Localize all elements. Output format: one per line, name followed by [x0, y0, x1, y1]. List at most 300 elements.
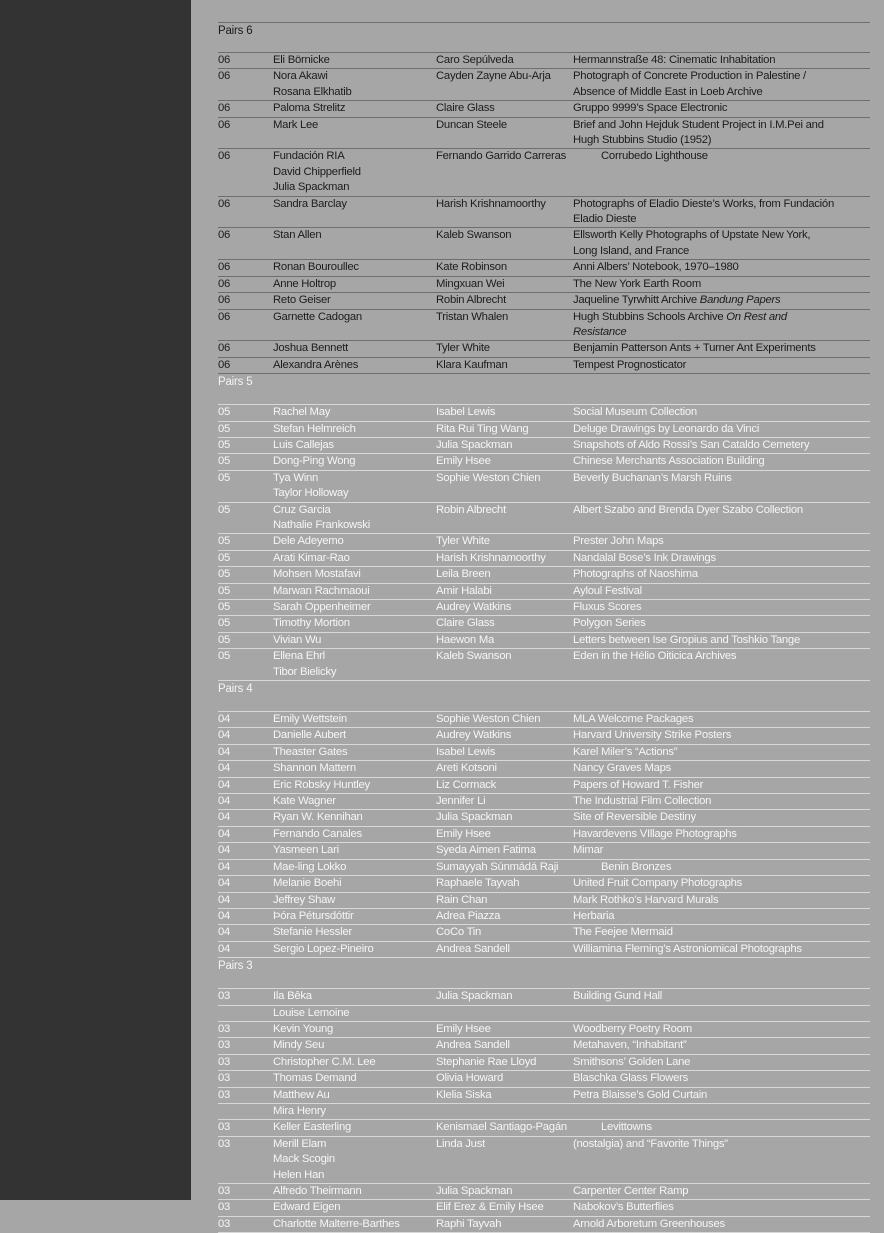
participant-names — [273, 794, 436, 809]
researcher-name: Leila Breen — [436, 568, 491, 581]
researcher-name: Kaleb Swanson — [436, 229, 512, 242]
pair-number: 03 — [218, 1039, 231, 1052]
participant-name: Nathalie Frankowski — [273, 518, 370, 531]
pair-number: 03 — [218, 990, 231, 1003]
project-title-line: Eladio Dieste — [573, 213, 637, 226]
participant-name: David Chipperfield — [273, 165, 361, 178]
table-row — [218, 1054, 870, 1070]
participant-names — [273, 942, 436, 957]
project-title-line: MLA Welcome Packages — [573, 713, 694, 726]
researcher-name: Harish Krishnamoorthy — [436, 197, 546, 210]
participant-names — [273, 1217, 436, 1232]
participant-name: Cruz Garcia — [273, 503, 331, 516]
pair-number: 04 — [218, 926, 231, 939]
pair-number: 06 — [218, 310, 231, 323]
participant-names — [273, 118, 436, 149]
participant-names — [273, 860, 436, 875]
researcher-name: Fernando Garrido Carreras — [436, 150, 566, 163]
table-row — [218, 941, 870, 958]
researcher-name: Audrey Watkins — [436, 729, 512, 742]
table-row — [218, 566, 870, 582]
researcher-name: Caro Sepúlveda — [436, 54, 514, 66]
pair-number: 04 — [218, 827, 231, 840]
project-title — [573, 567, 870, 582]
participant-name: Alexandra Arènes — [273, 358, 359, 371]
project-title-line: Beverly Buchanan’s Marsh Ruins — [573, 471, 732, 484]
participant-name: Jeffrey Shaw — [273, 893, 336, 906]
section-title: Pairs 3 — [218, 960, 253, 973]
project-title-line: Brief and John Hejduk Student Project in I.M.Pei and — [573, 118, 824, 131]
project-title — [573, 761, 870, 776]
researcher-name: Sophie Weston Chien — [436, 471, 541, 484]
project-title — [573, 454, 870, 469]
project-title — [573, 876, 870, 891]
project-title-line: (nostalgia) and “Favorite Things” — [573, 1137, 728, 1150]
project-title-line: Arnold Arboretum Greenhouses — [573, 1217, 725, 1230]
project-title-italic: Bandung Papers — [699, 294, 781, 307]
participant-name: Þóra Pétursdóttir — [273, 909, 354, 922]
participant-name: Dele Adeyemo — [273, 535, 344, 548]
participant-name: Edward Eigen — [273, 1201, 341, 1214]
pair-number: 04 — [218, 811, 231, 824]
researcher-name: Tristan Whalen — [436, 310, 509, 323]
participant-names — [273, 438, 436, 453]
project-title — [573, 1006, 870, 1021]
participant-name: Emily Wettstein — [273, 713, 347, 726]
researcher-name: Harish Krishnamoorthy — [436, 551, 546, 564]
researcher-name: Julia Spackman — [436, 811, 513, 824]
participant-name: Christopher C.M. Lee — [273, 1055, 376, 1068]
participant-name: Matthew Au — [273, 1088, 330, 1101]
pair-number: 05 — [218, 584, 231, 597]
table-row — [218, 1136, 870, 1183]
participant-name: Paloma Strelitz — [273, 102, 346, 115]
project-title — [573, 228, 870, 259]
project-title — [573, 827, 870, 842]
table-row — [218, 859, 870, 875]
researcher-name: Olivia Howard — [436, 1072, 504, 1085]
project-title — [573, 1217, 870, 1232]
table-row — [218, 744, 870, 760]
project-title — [573, 1137, 870, 1183]
participant-name: Mae-ling Lokko — [273, 860, 347, 873]
participant-name: Kate Wagner — [273, 795, 336, 808]
researcher-name — [436, 1104, 573, 1119]
researcher-name: Haewon Ma — [436, 633, 495, 646]
project-title — [573, 616, 870, 631]
table-row — [218, 988, 870, 1004]
table-row — [218, 599, 870, 615]
table-row — [218, 117, 870, 149]
participant-names — [273, 101, 436, 116]
project-title — [573, 293, 870, 308]
table-row — [218, 777, 870, 793]
project-title — [573, 310, 870, 341]
table-row — [218, 550, 870, 566]
project-title-line: Woodberry Poetry Room — [573, 1022, 692, 1035]
participant-names — [273, 761, 436, 776]
project-title-line: Harvard University Strike Posters — [573, 729, 732, 742]
table-row — [218, 52, 870, 68]
project-title — [573, 1088, 870, 1103]
pair-number: 03 — [218, 1055, 231, 1068]
participant-name: Merill Elam — [273, 1137, 327, 1150]
pair-number: 06 — [218, 150, 231, 163]
project-title-line: The Feejee Mermaid — [573, 926, 673, 939]
participant-name: Luis Callejas — [273, 438, 334, 451]
participant-name: Mindy Seu — [273, 1039, 325, 1052]
table-row — [218, 1021, 870, 1037]
participant-name: Charlotte Malterre-Barthes — [273, 1217, 400, 1230]
researcher-name: Audrey Watkins — [436, 601, 512, 613]
researcher-name: Klara Kaufman — [436, 358, 508, 371]
table-row — [218, 453, 870, 469]
book-spine-panel — [0, 0, 191, 1200]
participant-name: Joshua Bennett — [273, 342, 349, 355]
researcher-name: Areti Kotsoni — [436, 762, 497, 775]
pair-number: 04 — [218, 729, 231, 742]
table-row — [218, 292, 870, 308]
researcher-name: Tyler White — [436, 342, 490, 355]
project-title — [573, 69, 870, 100]
researcher-name: Klelia Siska — [436, 1088, 492, 1101]
project-title — [573, 1022, 870, 1037]
researcher-name: Kate Robinson — [436, 261, 507, 274]
pair-number: 04 — [218, 893, 231, 906]
project-title — [573, 101, 870, 116]
project-title — [573, 584, 870, 599]
participant-names — [273, 69, 436, 100]
pair-number: 06 — [218, 118, 231, 131]
project-title-italic: Resistance — [573, 325, 627, 338]
table-row — [218, 533, 870, 549]
participant-names — [273, 503, 436, 534]
table-row — [218, 583, 870, 599]
participant-names — [273, 260, 436, 275]
table-row — [218, 1037, 870, 1053]
project-title-line: Levittowns — [601, 1121, 652, 1134]
project-title-line: Hermannstraße 48: Cinematic Inhabitation — [573, 54, 776, 66]
project-title-line: Carpenter Center Ramp — [573, 1185, 689, 1197]
table-row — [218, 875, 870, 891]
researcher-name: Andrea Sandell — [436, 1039, 510, 1052]
pairs-section — [218, 681, 870, 958]
participant-names — [273, 1022, 436, 1037]
project-title — [573, 925, 870, 940]
pair-number: 06 — [218, 70, 231, 83]
researcher-name: Mingxuan Wei — [436, 277, 505, 290]
pair-number: 03 — [218, 1217, 231, 1230]
participant-names — [273, 745, 436, 760]
project-title-line: Havardevens VIllage Photographs — [573, 827, 737, 840]
participant-names — [273, 712, 436, 727]
pair-number: 06 — [218, 197, 231, 210]
pair-number: 04 — [218, 860, 231, 873]
researcher-name: Tyler White — [436, 535, 490, 548]
project-title-line: Benin Bronzes — [601, 860, 672, 873]
participant-name: Arati Kimar-Rao — [273, 551, 350, 564]
table-row — [218, 1087, 870, 1103]
table-row — [218, 908, 870, 924]
participant-names — [273, 1137, 436, 1183]
table-row — [218, 924, 870, 940]
participant-name: Louise Lemoine — [273, 1006, 350, 1019]
table-row — [218, 793, 870, 809]
researcher-name: Emily Hsee — [436, 455, 491, 468]
participant-name: Stan Allen — [273, 229, 322, 242]
project-title-line: Mimar — [573, 844, 604, 857]
pair-number: 06 — [218, 342, 231, 355]
project-title-line: Gruppo 9999’s Space Electronic — [573, 102, 728, 115]
project-title — [573, 745, 870, 760]
project-title — [573, 503, 870, 534]
project-title-line: Long Island, and France — [573, 244, 690, 257]
pair-number: 05 — [218, 503, 231, 516]
participant-name: Ila Bêka — [273, 990, 312, 1003]
table-row — [218, 148, 870, 195]
participant-names — [273, 633, 436, 648]
researcher-name: Robin Albrecht — [436, 503, 506, 516]
participant-name: Nora Akawi — [273, 70, 328, 83]
pairs-section — [218, 22, 870, 374]
participant-name: Stefanie Hessler — [273, 926, 352, 939]
project-title-line: Papers of Howard T. Fisher — [573, 778, 704, 791]
researcher-name: Jennifer Li — [436, 795, 486, 808]
participant-names — [273, 876, 436, 891]
participant-names — [273, 567, 436, 582]
researcher-name: Rita Rui Ting Wang — [436, 422, 529, 435]
participant-names — [273, 925, 436, 940]
participant-name: Dong-Ping Wong — [273, 455, 356, 468]
pair-number: 03 — [218, 1121, 231, 1134]
project-title — [573, 909, 870, 924]
pair-number: 03 — [218, 1072, 231, 1085]
project-title — [573, 860, 870, 875]
researcher-name: Cayden Zayne Abu-Arja — [436, 70, 551, 83]
researcher-name: Robin Albrecht — [436, 294, 506, 307]
participant-name: Ronan Bouroullec — [273, 261, 359, 274]
researcher-name: Claire Glass — [436, 102, 495, 115]
pair-number: 06 — [218, 54, 231, 66]
participant-name: Yasmeen Lari — [273, 844, 339, 857]
participant-names — [273, 422, 436, 437]
participant-names — [273, 728, 436, 743]
participant-name: Melanie Boehi — [273, 877, 342, 890]
participant-name: Sergio Lopez-Pineiro — [273, 942, 374, 955]
researcher-name: Kenismael Santiago-Pagán — [436, 1121, 567, 1134]
participant-names — [273, 989, 436, 1004]
table-row — [218, 100, 870, 116]
project-title-line: Hugh Stubbins Studio (1952) — [573, 134, 712, 147]
project-title-line: Smithsons’ Golden Lane — [573, 1055, 691, 1068]
table-row — [218, 615, 870, 631]
table-row — [218, 357, 870, 374]
table-row — [218, 727, 870, 743]
participant-names — [273, 616, 436, 631]
participant-name: Mohsen Mostafavi — [273, 568, 361, 581]
pair-number: 04 — [218, 778, 231, 791]
pair-number: 06 — [218, 277, 231, 290]
project-title — [573, 405, 870, 420]
project-title-line: Photograph of Concrete Production in Palestine / — [573, 70, 806, 83]
project-title-line: Tempest Prognosticator — [573, 358, 687, 371]
table-row — [218, 1103, 870, 1119]
researcher-name: CoCo Tin — [436, 926, 482, 939]
participant-name: Sarah Oppenheimer — [273, 601, 371, 613]
researcher-name: Stephanie Rae Lloyd — [436, 1055, 537, 1068]
table-row — [218, 421, 870, 437]
table-row — [218, 809, 870, 825]
project-title-line: Prester John Maps — [573, 535, 664, 548]
researcher-name: Adrea Piazza — [436, 909, 501, 922]
participant-names — [273, 310, 436, 341]
project-title — [573, 53, 870, 68]
participant-name: Thomas Demand — [273, 1072, 357, 1085]
pair-number: 03 — [218, 1201, 231, 1214]
participant-names — [273, 277, 436, 292]
project-title — [573, 778, 870, 793]
project-title — [573, 471, 870, 502]
project-title — [573, 1104, 870, 1119]
project-title-line: Letters between Ise Gropius and Toshkio Tange — [573, 633, 800, 646]
participant-names — [273, 149, 436, 195]
participant-name: Sandra Barclay — [273, 197, 347, 210]
project-title-line: Social Museum Collection — [573, 406, 697, 419]
participant-names — [273, 1184, 436, 1199]
pair-number: 05 — [218, 422, 231, 435]
pair-number: 05 — [218, 438, 231, 451]
pair-number: 04 — [218, 844, 231, 857]
pair-number: 04 — [218, 795, 231, 808]
project-title — [573, 633, 870, 648]
project-title — [573, 989, 870, 1004]
pair-number: 05 — [218, 617, 231, 630]
participant-names — [273, 893, 436, 908]
researcher-name: Claire Glass — [436, 617, 495, 630]
researcher-name: Liz Cormack — [436, 778, 497, 791]
project-title-line: Karel Miler’s “Actions” — [573, 745, 678, 758]
project-title-italic: On Rest and — [726, 310, 787, 323]
pairs-section — [218, 374, 870, 681]
project-title — [573, 277, 870, 292]
pair-number: 03 — [218, 1185, 231, 1197]
project-title-line: The Industrial Film Collection — [573, 795, 712, 808]
researcher-name: Julia Spackman — [436, 1185, 513, 1197]
project-title — [573, 649, 870, 680]
participant-name: Shannon Mattern — [273, 762, 356, 775]
participant-names — [273, 293, 436, 308]
project-title-line: Albert Szabo and Brenda Dyer Szabo Collection — [573, 503, 803, 516]
pair-number: 04 — [218, 745, 231, 758]
pair-number: 04 — [218, 713, 231, 726]
participant-names — [273, 471, 436, 502]
project-title — [573, 118, 870, 149]
project-title-line: Ayloul Festival — [573, 584, 642, 597]
project-title — [573, 551, 870, 566]
participant-name: Fundación RIA — [273, 150, 345, 163]
participant-name: Mack Scogin — [273, 1153, 335, 1166]
project-title-line: The New York Earth Room — [573, 277, 701, 290]
project-title-line: Ellsworth Kelly Photographs of Upstate New York, — [573, 229, 811, 242]
table-row — [218, 68, 870, 100]
project-title-line: Corrubedo Lighthouse — [601, 150, 708, 163]
project-title-line: Chinese Merchants Association Building — [573, 455, 765, 468]
participant-names — [273, 584, 436, 599]
participant-names — [273, 53, 436, 68]
project-title-line: Building Gund Hall — [573, 990, 663, 1003]
participant-name: Rachel May — [273, 406, 331, 419]
participant-name: Kevin Young — [273, 1022, 334, 1035]
participant-name: Tya Winn — [273, 471, 319, 484]
pair-number — [218, 1006, 273, 1021]
pair-number: 05 — [218, 650, 231, 663]
project-title-line: Nancy Graves Maps — [573, 762, 672, 775]
pair-number — [218, 1104, 273, 1119]
participant-name: Tibor Bielicky — [273, 665, 337, 678]
table-row — [218, 340, 870, 356]
table-row — [218, 892, 870, 908]
table-row — [218, 1070, 870, 1086]
pair-number: 03 — [218, 1022, 231, 1035]
participant-name: Helen Han — [273, 1168, 325, 1181]
project-title-line: Deluge Drawings by Leonardo da Vinci — [573, 422, 760, 435]
project-title-line: Jaqueline Tyrwhitt Archive Bandung Papers — [573, 294, 781, 307]
participant-names — [273, 405, 436, 420]
participant-names — [273, 1006, 436, 1021]
researcher-name: Elif Erez & Emily Hsee — [436, 1201, 544, 1214]
participant-names — [273, 778, 436, 793]
pair-number: 04 — [218, 877, 231, 890]
project-title — [573, 438, 870, 453]
researcher-name: Julia Spackman — [436, 438, 513, 451]
participant-names — [273, 1055, 436, 1070]
participant-names — [273, 341, 436, 356]
researcher-name: Amir Halabi — [436, 584, 492, 597]
project-title-line: Anni Albers’ Notebook, 1970–1980 — [573, 261, 739, 274]
table-row — [218, 1199, 870, 1215]
project-title — [573, 260, 870, 275]
project-title — [573, 358, 870, 373]
participant-names — [273, 827, 436, 842]
researcher-name: Emily Hsee — [436, 827, 491, 840]
participant-name: Taylor Holloway — [273, 487, 349, 500]
project-title — [573, 341, 870, 356]
table-row — [218, 760, 870, 776]
participant-names — [273, 1088, 436, 1103]
participant-name: Timothy Mortion — [273, 617, 350, 630]
researcher-name: Raphi Tayvah — [436, 1217, 502, 1230]
participant-name: Eric Robsky Huntley — [273, 778, 370, 791]
project-title — [573, 942, 870, 957]
researcher-name: Julia Spackman — [436, 990, 513, 1003]
researcher-name: Linda Just — [436, 1137, 485, 1150]
researcher-name: Sophie Weston Chien — [436, 713, 541, 726]
participant-names — [273, 843, 436, 858]
participant-name: Mira Henry — [273, 1104, 326, 1117]
researcher-name: Isabel Lewis — [436, 406, 496, 419]
participant-names — [273, 358, 436, 373]
pair-number: 05 — [218, 471, 231, 484]
participant-names — [273, 1104, 436, 1119]
participant-name: Vivian Wu — [273, 633, 322, 646]
table-row — [218, 276, 870, 292]
table-row — [218, 1119, 870, 1135]
researcher-name: Syeda Aimen Fatima — [436, 844, 536, 857]
pair-number: 06 — [218, 229, 231, 242]
participant-names — [273, 649, 436, 680]
table-row — [218, 1216, 870, 1233]
participant-names — [273, 534, 436, 549]
